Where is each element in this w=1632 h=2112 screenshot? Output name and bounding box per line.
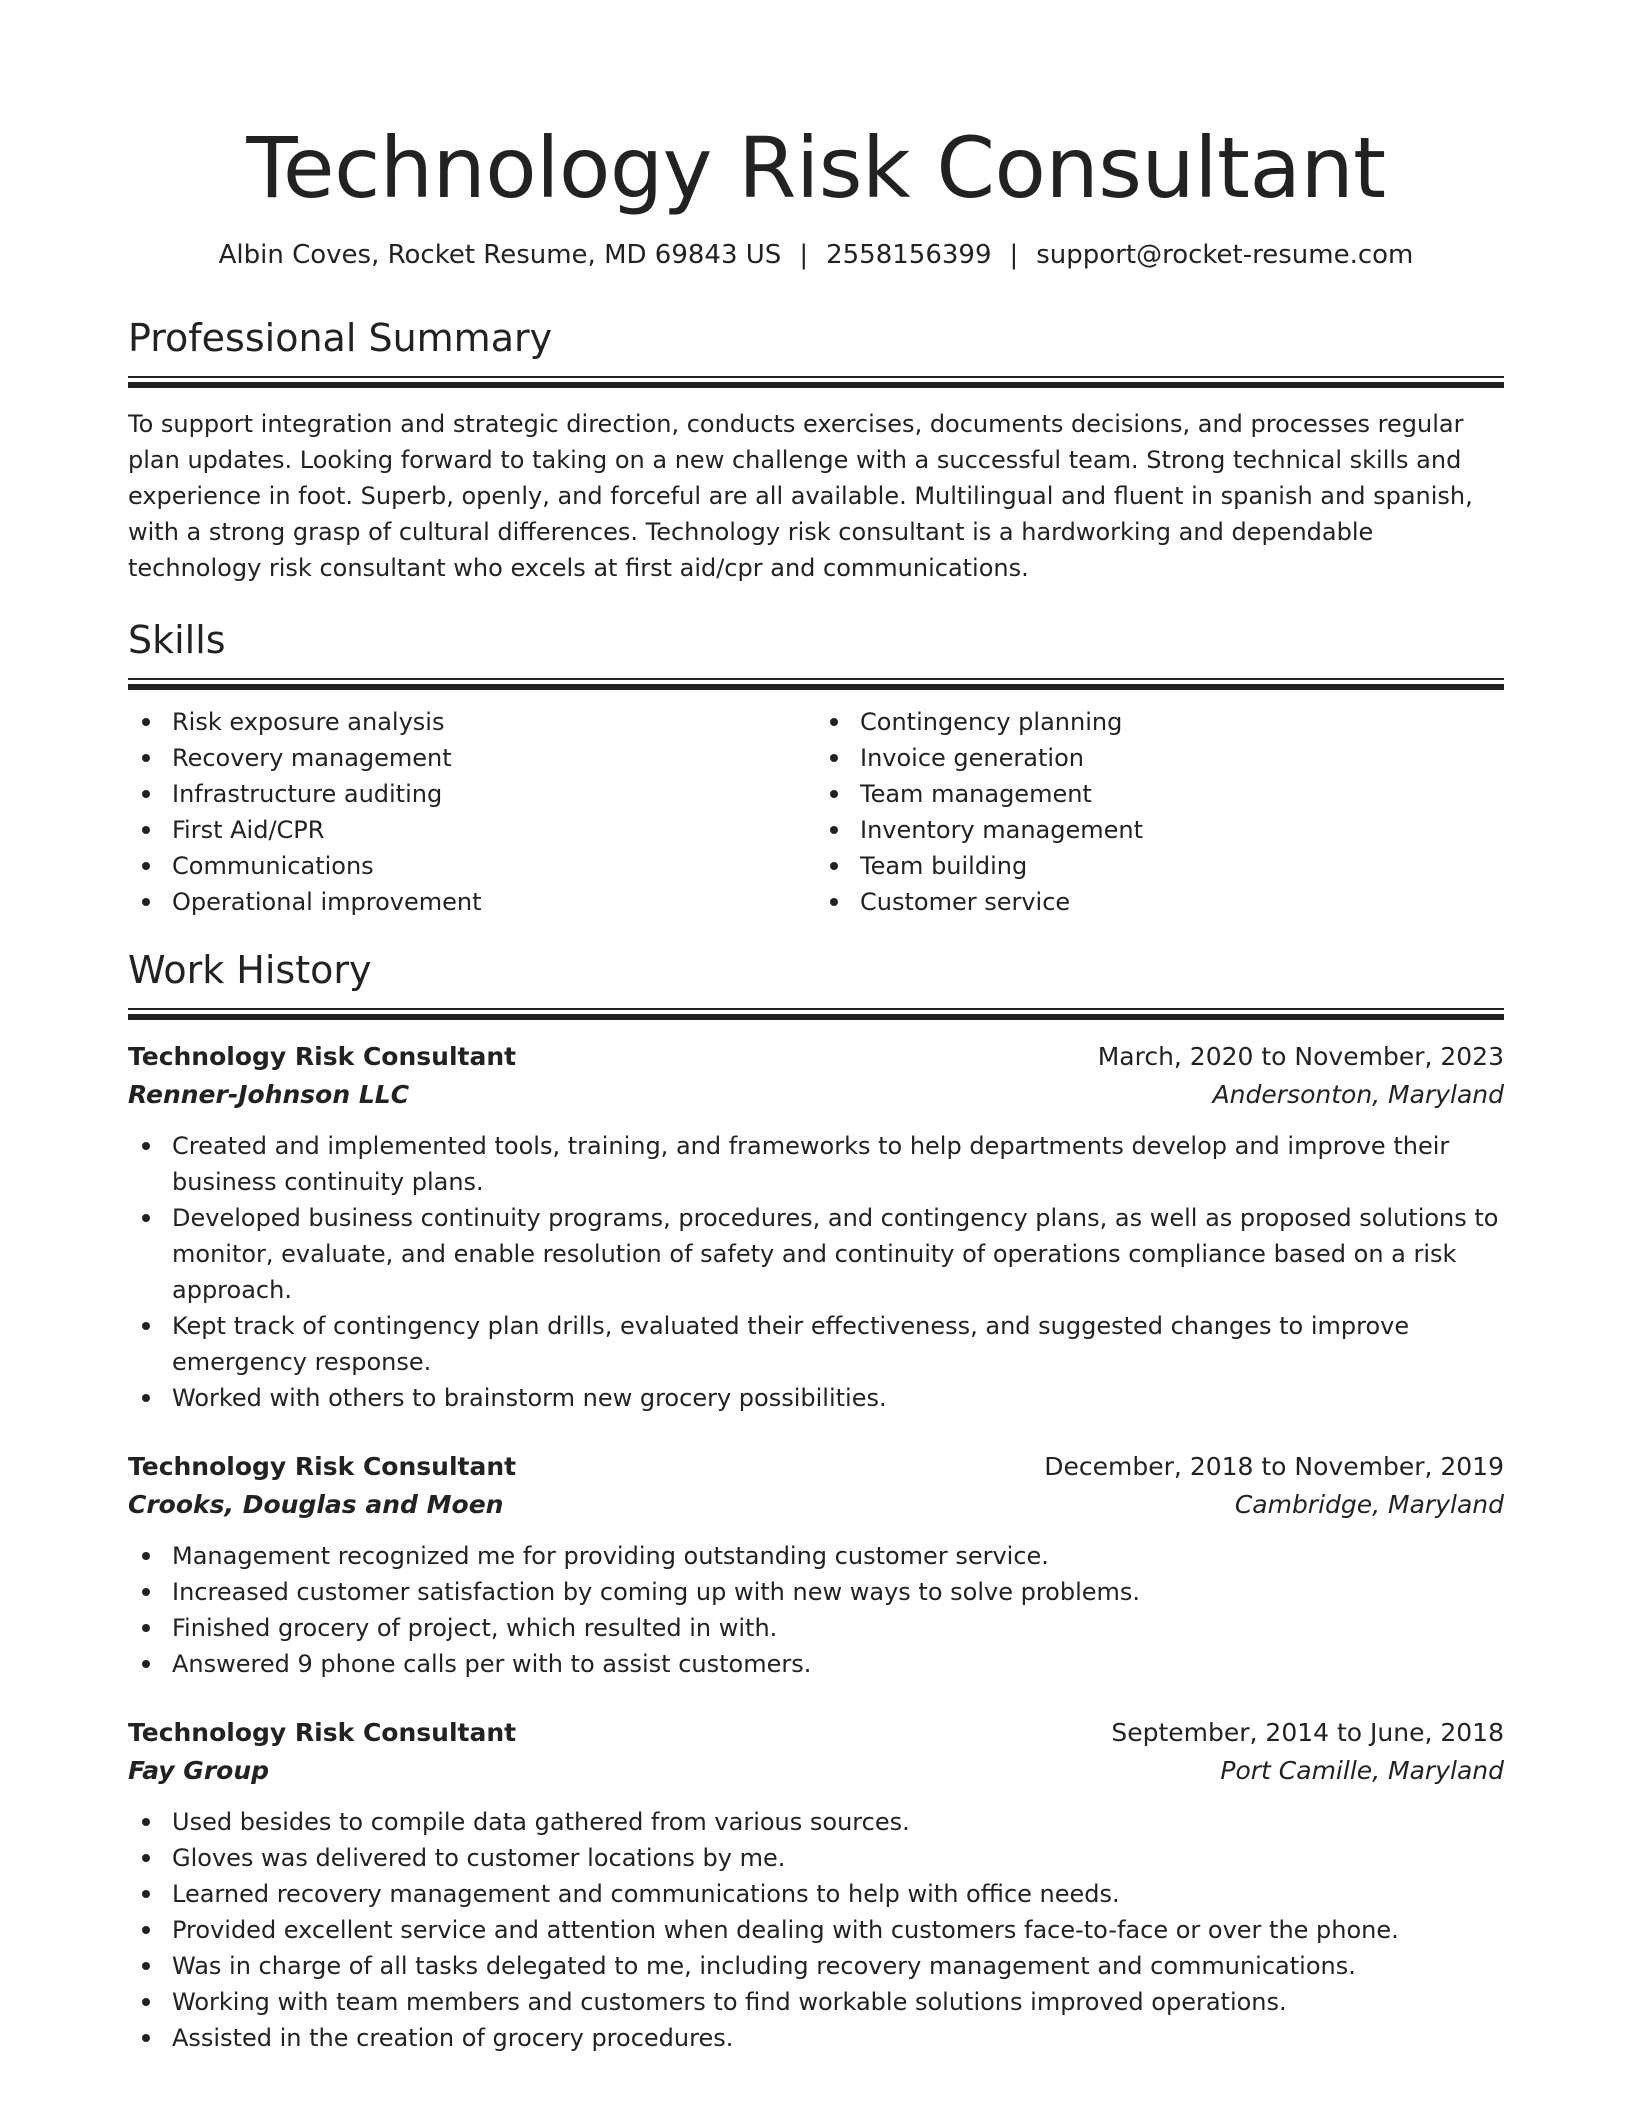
summary-text: To support integration and strategic direction, conducts exercises, documents decisions, and processes regular plan updates. Looking forward to taking on a new challenge with a successful team. Strong technical skills and experience in foot. Superb, openly, and forceful are all available. Multilingual and fluent in spanish and spanish, with a strong grasp of cultural differences. Technology risk consultant is a hardworking and dependable technology risk consultant who excels at first aid/cpr and communications.: [128, 410, 1473, 582]
summary-section: [128, 314, 1504, 586]
job-bullet: Learned recovery management and communications to help with office needs.: [128, 1876, 1504, 1912]
job-bullet: Management recognized me for providing outstanding customer service.: [128, 1538, 1504, 1574]
skill-item: First Aid/CPR: [128, 812, 816, 848]
job-location: Andersonton, Maryland: [1212, 1080, 1504, 1109]
job-header: [128, 1038, 1504, 1076]
job-bullet: Developed business continuity programs, procedures, and contingency plans, as well as proposed solutions to monitor, evaluate, and enable resolution of safety and continuity of operations compliance based on a risk approach.: [128, 1200, 1504, 1308]
contact-separator: |: [1009, 240, 1019, 270]
section-rule: [128, 376, 1504, 388]
job-header: [128, 1714, 1504, 1752]
contact-separator: |: [799, 240, 809, 270]
skill-item: Team management: [816, 776, 1504, 812]
job-dates: December, 2018 to November, 2019: [1044, 1452, 1504, 1481]
job-bullet: Finished grocery of project, which resulted in with.: [128, 1610, 1504, 1646]
job-bullet: Used besides to compile data gathered from various sources.: [128, 1804, 1504, 1840]
skill-item: Customer service: [816, 884, 1504, 920]
job-bullet: Assisted in the creation of grocery procedures.: [128, 2020, 1504, 2056]
job-title: Technology Risk Consultant: [128, 1042, 517, 1071]
skill-item: Contingency planning: [816, 704, 1504, 740]
contact-phone: 2558156399: [826, 240, 992, 270]
contact-email[interactable]: support@rocket-resume.com: [1036, 240, 1414, 270]
section-rule: [128, 1008, 1504, 1020]
job-subheader: [128, 1076, 1504, 1114]
section-rule: [128, 678, 1504, 690]
job-entry: [128, 1448, 1504, 1682]
job-title: Technology Risk Consultant: [128, 1718, 517, 1747]
job-bullet: Provided excellent service and attention when dealing with customers face-to-face or over the phone.: [128, 1912, 1504, 1948]
skill-item: Infrastructure auditing: [128, 776, 816, 812]
job-bullet: Created and implemented tools, training, and frameworks to help departments develop and improve their business continuity plans.: [128, 1128, 1504, 1200]
job-bullets: [128, 1128, 1504, 1416]
section-title-summary: Professional Summary: [128, 316, 553, 360]
contact-line: [128, 238, 1504, 272]
section-title-work-history: Work History: [128, 948, 372, 992]
job-bullets: [128, 1804, 1504, 2056]
skill-item: Risk exposure analysis: [128, 704, 816, 740]
skills-columns: [128, 704, 1504, 920]
job-entry: [128, 1714, 1504, 2056]
resume-title: Technology Risk Consultant: [246, 119, 1386, 217]
job-title: Technology Risk Consultant: [128, 1452, 517, 1481]
job-entry: [128, 1038, 1504, 1416]
job-bullet: Kept track of contingency plan drills, evaluated their effectiveness, and suggested changes to improve emergency response.: [128, 1308, 1504, 1380]
job-subheader: [128, 1486, 1504, 1524]
job-company: Fay Group: [128, 1756, 270, 1785]
job-bullet: Worked with others to brainstorm new grocery possibilities.: [128, 1380, 1504, 1416]
job-company: Crooks, Douglas and Moen: [128, 1490, 504, 1519]
skills-section: [128, 616, 1504, 920]
job-dates: March, 2020 to November, 2023: [1097, 1042, 1504, 1071]
job-bullet: Was in charge of all tasks delegated to me, including recovery management and communications.: [128, 1948, 1504, 1984]
section-title-skills: Skills: [128, 618, 226, 662]
skills-right-list: [816, 704, 1504, 920]
job-subheader: [128, 1752, 1504, 1790]
job-bullet: Increased customer satisfaction by coming up with new ways to solve problems.: [128, 1574, 1504, 1610]
skill-item: Communications: [128, 848, 816, 884]
job-location: Port Camille, Maryland: [1220, 1756, 1504, 1785]
skill-item: Team building: [816, 848, 1504, 884]
job-company: Renner-Johnson LLC: [128, 1080, 410, 1109]
skill-item: Invoice generation: [816, 740, 1504, 776]
skills-left-list: [128, 704, 816, 920]
job-bullets: [128, 1538, 1504, 1682]
skill-item: Recovery management: [128, 740, 816, 776]
work-history-section: [128, 946, 1504, 2056]
job-bullet: Gloves was delivered to customer locations by me.: [128, 1840, 1504, 1876]
job-bullet: Answered 9 phone calls per with to assist customers.: [128, 1646, 1504, 1682]
skill-item: Operational improvement: [128, 884, 816, 920]
job-header: [128, 1448, 1504, 1486]
job-location: Cambridge, Maryland: [1234, 1490, 1504, 1519]
job-bullet: Working with team members and customers to find workable solutions improved operations.: [128, 1984, 1504, 2020]
contact-address: Albin Coves, Rocket Resume, MD 69843 US: [218, 240, 782, 270]
skill-item: Inventory management: [816, 812, 1504, 848]
job-dates: September, 2014 to June, 2018: [1111, 1718, 1504, 1747]
